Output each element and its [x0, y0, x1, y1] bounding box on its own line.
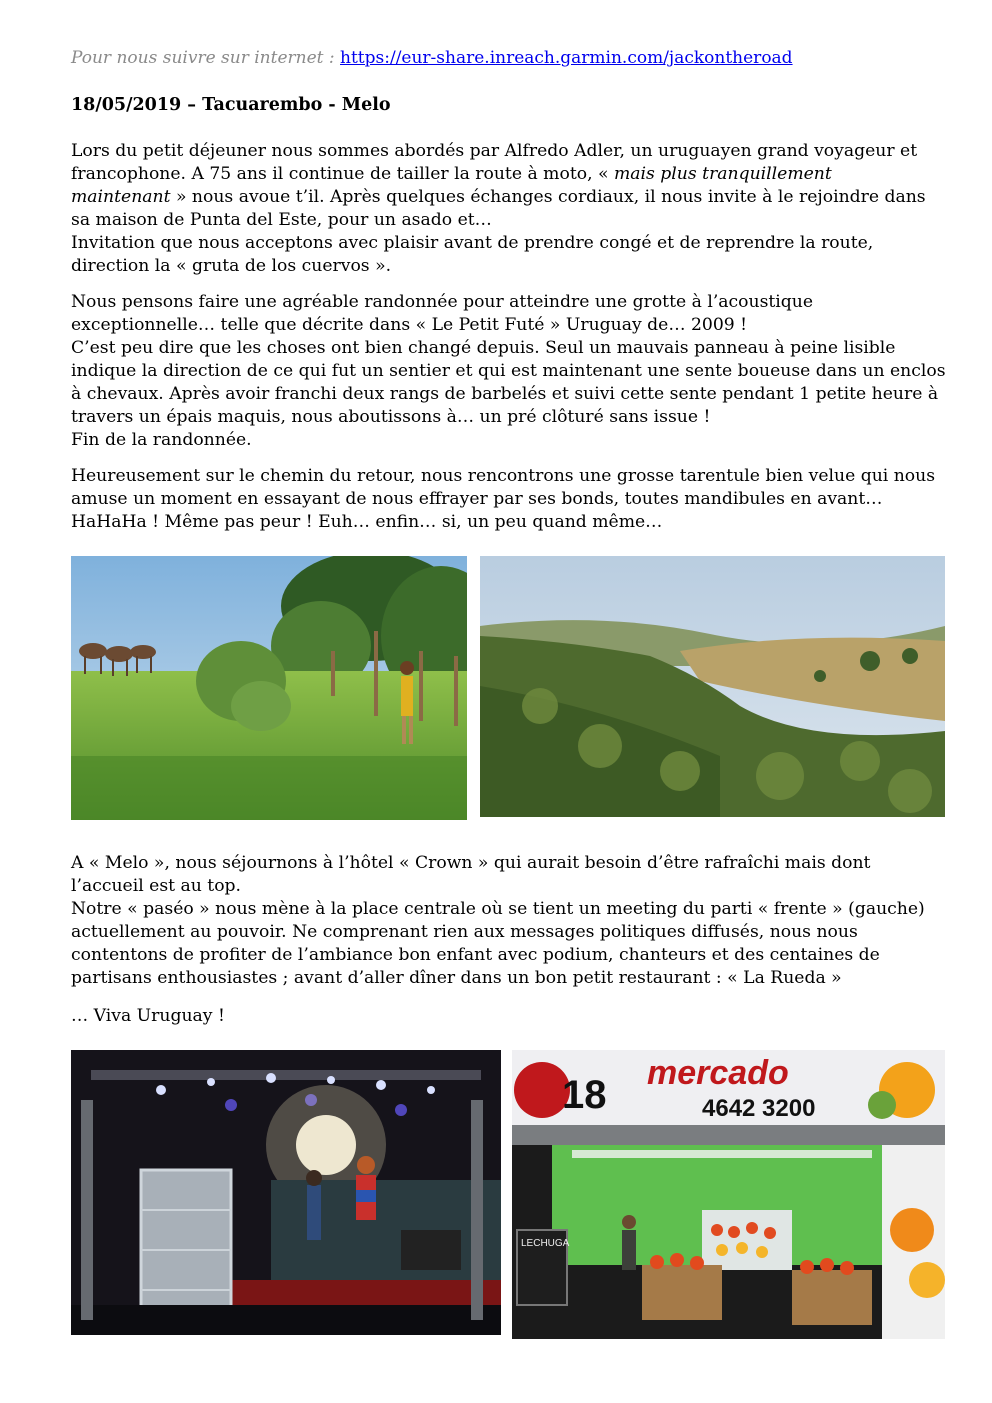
text-line: Invitation que nous acceptons avec plaisir avant de prendre congé et de reprendre la route,	[71, 233, 874, 253]
photo-valley-landscape	[480, 556, 945, 817]
photo-market-storefront	[512, 1050, 945, 1339]
market-sign-word: mercado	[647, 1054, 789, 1092]
market-phone: 4642 3200	[702, 1095, 816, 1122]
paragraph-hike	[71, 291, 951, 452]
text-line: à chevaux. Après avoir franchi deux rangs de barbelés et suivi cette sente pendant 1 petite heure à	[71, 384, 939, 404]
text-line: Notre « paséo » nous mène à la place centrale où se tient un meeting du parti « frente » (gauche)	[71, 899, 925, 919]
text-line: l’accueil est au top.	[71, 876, 242, 896]
text-line: travers un épais maquis, nous aboutissons à… un pré clôturé sans issue !	[71, 407, 711, 427]
market-board-text: LECHUGA	[521, 1238, 570, 1249]
paragraph-breakfast	[71, 140, 951, 278]
photo-concert-stage	[71, 1050, 501, 1335]
paragraph-viva	[71, 1005, 951, 1028]
paragraph-melo	[71, 852, 951, 990]
day-heading: 18/05/2019 – Tacuarembo - Melo	[71, 95, 391, 115]
text-line: amuse un moment en essayant de nous effrayer par ses bonds, toutes mandibules en avant…	[71, 489, 883, 509]
paragraph-tarantula	[71, 465, 951, 534]
text-line: maintenant » nous avoue t’il. Après quelques échanges cordiaux, il nous invite à le rejoindre dans	[71, 187, 926, 207]
tracking-link[interactable]: https://eur-share.inreach.garmin.com/jackontheroad	[340, 48, 793, 68]
text-line: partisans enthousiastes ; avant d’aller dîner dans un bon petit restaurant : « La Rueda »	[71, 968, 842, 988]
text-line: … Viva Uruguay !	[71, 1006, 225, 1026]
text-line: C’est peu dire que les choses ont bien changé depuis. Seul un mauvais panneau à peine lisible	[71, 338, 896, 358]
text-line: exceptionnelle… telle que décrite dans « Le Petit Futé » Uruguay de… 2009 !	[71, 315, 748, 335]
text-line: HaHaHa ! Même pas peur ! Euh… enfin… si, un peu quand même…	[71, 512, 663, 532]
text-line: indique la direction de ce qui fut un sentier et qui est maintenant une sente boueuse dans un enclos	[71, 361, 946, 381]
text-line: Fin de la randonnée.	[71, 430, 252, 450]
text-line: Nous pensons faire une agréable randonnée pour atteindre une grotte à l’acoustique	[71, 292, 814, 312]
text-line: actuellement au pouvoir. Ne comprenant rien aux messages politiques diffusés, nous nous	[71, 922, 858, 942]
market-sign-number: 18	[562, 1073, 607, 1117]
text-line: direction la « gruta de los cuervos ».	[71, 256, 392, 276]
text-line: A « Melo », nous séjournons à l’hôtel « Crown » qui aurait besoin d’être rafraîchi mais dont	[71, 853, 871, 873]
photo-horses-meadow	[71, 556, 467, 820]
text-line: sa maison de Punta del Este, pour un asado et…	[71, 210, 492, 230]
text-line: Lors du petit déjeuner nous sommes abordés par Alfredo Adler, un uruguayen grand voyageur et	[71, 141, 918, 161]
follow-line	[71, 48, 793, 68]
text-line: Heureusement sur le chemin du retour, nous rencontrons une grosse tarentule bien velue qui nous	[71, 466, 936, 486]
follow-label: Pour nous suivre sur internet :	[71, 48, 341, 68]
text-line: francophone. A 75 ans il continue de tailler la route à moto, « mais plus tranquillement	[71, 164, 832, 184]
text-line: contentons de profiter de l’ambiance bon enfant avec podium, chanteurs et des centaines de	[71, 945, 880, 965]
